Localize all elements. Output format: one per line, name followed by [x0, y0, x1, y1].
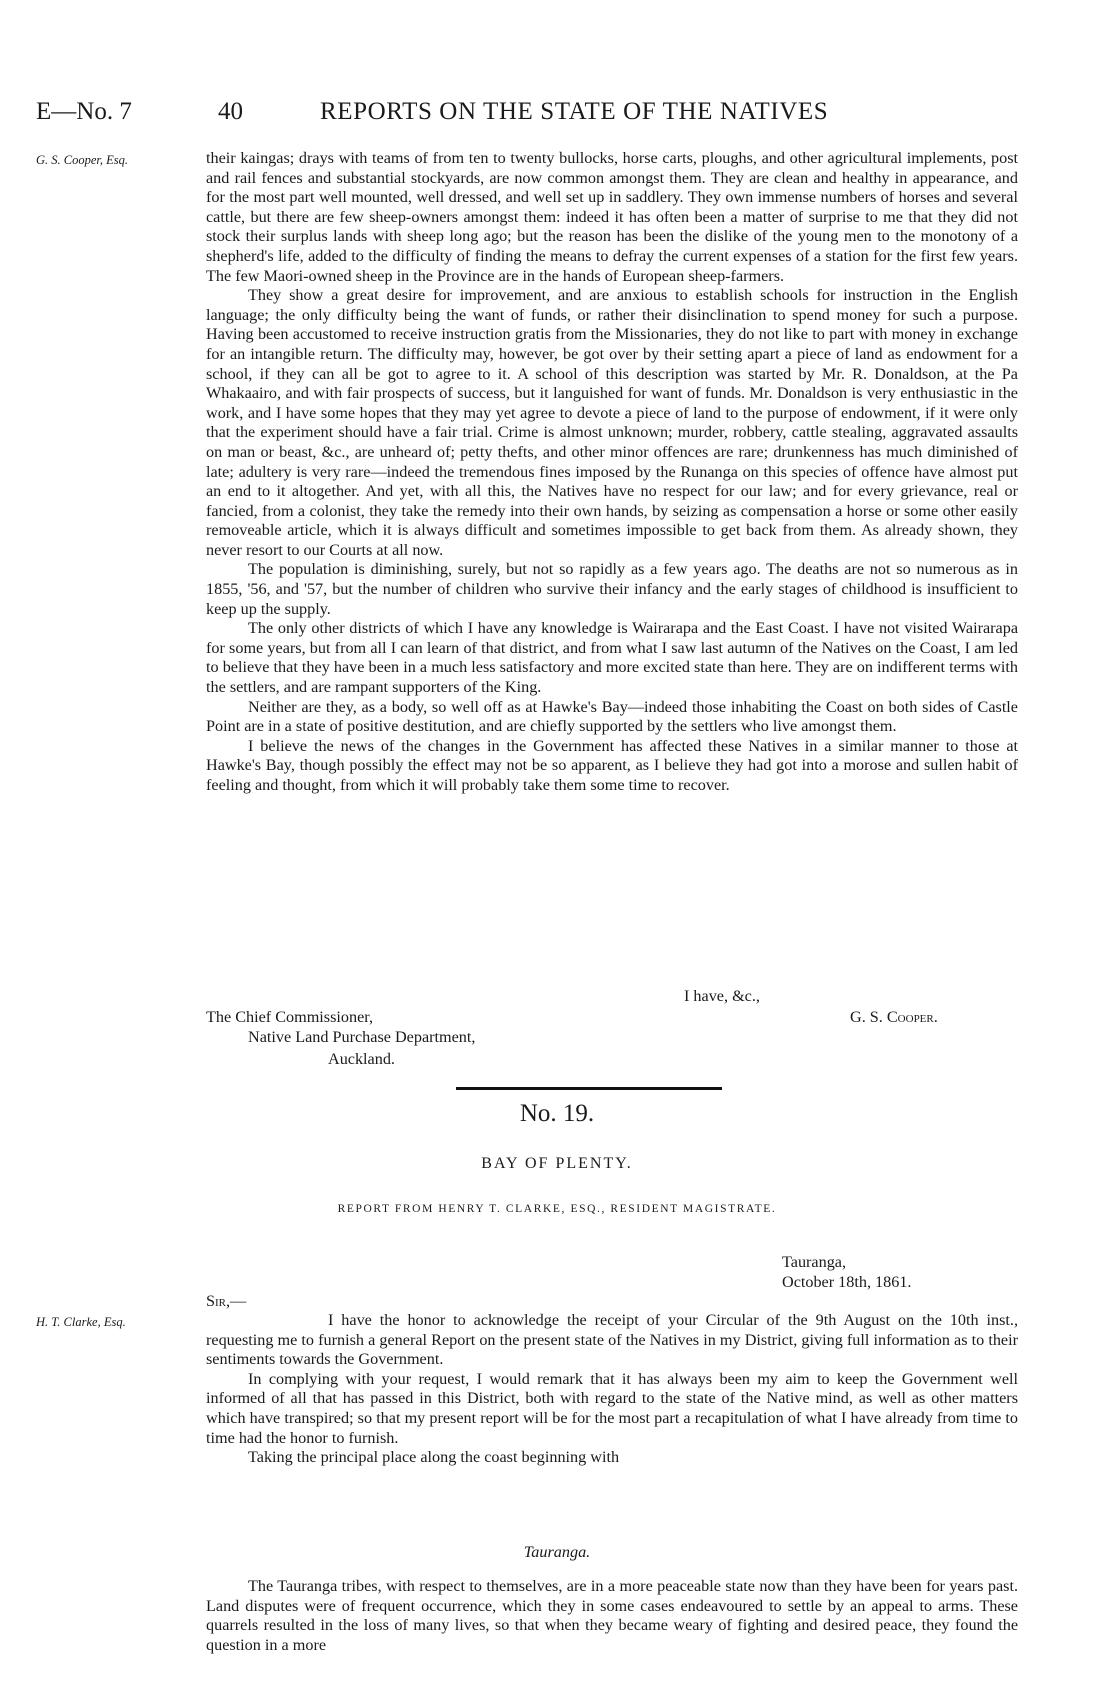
- paragraph: Taking the principal place along the coast beginning with: [248, 1448, 620, 1467]
- running-title: REPORTS ON THE STATE OF THE NATIVES: [320, 98, 829, 125]
- paragraph: Neither are they, as a body, so well off as at Hawke's Bay—indeed those inhabiting the Coast on both sides of Castle Point are in a state of positive destitution, and are chiefly supported by the settlers who live amongst them.: [206, 697, 1018, 736]
- signature: G. S. Cooper.: [850, 1008, 938, 1026]
- paragraph: I believe the news of the changes in the Government has affected these Natives in a similar manner to those at Hawke's Bay, though possibly the effect may not be so apparent, as I believe they had got into a morose and sullen habit of feeling and thought, from which it will probably take them some time to recover.: [206, 736, 1018, 794]
- section-title: BAY OF PLENTY.: [481, 1155, 633, 1172]
- place-line: Tauranga,: [782, 1253, 847, 1271]
- section-subtitle: REPORT FROM HENRY T. CLARKE, ESQ., RESIDENT MAGISTRATE.: [337, 1203, 777, 1215]
- paragraph: The population is diminishing, surely, but not so rapidly as a few years ago. The deaths are not so numerous as in 1855, '56, and '57, but the number of children who survive their infancy and the early stages of childhood is insufficient to keep up the supply.: [206, 560, 1018, 618]
- section-number: No. 19.: [519, 1100, 595, 1127]
- margin-note-clarke: H. T. Clarke, Esq.: [36, 1315, 126, 1329]
- margin-note-cooper: G. S. Cooper, Esq.: [36, 153, 129, 167]
- subsection-heading: Tauranga.: [523, 1543, 591, 1561]
- page-number: 40: [218, 98, 243, 125]
- salutation: Sir,—: [206, 1292, 247, 1310]
- addressee-line: Auckland.: [328, 1050, 395, 1068]
- addressee-line: The Chief Commissioner,: [206, 1008, 374, 1026]
- addressee-line: Native Land Purchase Department,: [248, 1028, 476, 1046]
- tauranga-body: [206, 1577, 1018, 1655]
- paragraph: The Tauranga tribes, with respect to themselves, are in a more peaceable state now than they have been for years past. Land disputes were of frequent occurrence, which they in some cases endeavoured to settle by an appeal to arms. These quarrels resulted in the loss of many lives, so that when they became weary of fighting and desired peace, they found the question in a more: [206, 1577, 1018, 1654]
- clarke-report-body: [206, 1311, 1018, 1468]
- document-number: E—No. 7: [36, 98, 132, 125]
- paragraph: I have the honor to acknowledge the receipt of your Circular of the 9th August on the 10th inst., requesting me to furnish a general Report on the present state of the Natives in my District, giving full information as to their sentiments towards the Government.: [206, 1311, 1018, 1369]
- paragraph: their kaingas; drays with teams of from ten to twenty bullocks, horse carts, ploughs, and other agricultural implements, post and rail fences and substantial stockyards, are now common amongst them. They are clean and healthy in appearance, and for the most part well mounted, well dressed, and well set up in saddlery. They own immense numbers of horses and several cattle, but there are few sheep-owners amongst them: indeed it has often been a matter of surprise to me that they did not stock their surplus lands with sheep long ago; but the reason has been the dislike of the young men to the monotony of a shepherd's life, added to the difficulty of finding the means to defray the current expenses of a station for the first few years. The few Maori-owned sheep in the Province are in the hands of European sheep-farmers.: [206, 149, 1018, 285]
- paragraph: In complying with your request, I would remark that it has always been my aim to keep the Government well informed of all that has passed in this District, both with regard to the state of the Native mind, as well as other matters which have transpired; so that my present report will be for the most part a recapitulation of what I have already from time to time had the honor to furnish.: [206, 1369, 1018, 1447]
- paragraph: They show a great desire for improvement, and are anxious to establish schools for instruction in the English language; the only difficulty being the want of funds, or rather their disinclination to spend money for such a purpose. Having been accustomed to receive instruction gratis from the Missionaries, they do not like to part with money in exchange for an intangible return. The difficulty may, however, be got over by their setting apart a piece of land as endowment for a school, if they can all be got to agree to it. A school of this description was started by Mr. R. Donaldson, at the Pa Whakaairo, and with fair prospects of success, but it languished for want of funds. Mr. Donaldson is very enthusiastic in the work, and I have some hopes that they may yet agree to devote a piece of land to the purpose of endowment, if it were only that the experiment should have a fair trial. Crime is almost unknown; murder, robbery, cattle stealing, aggravated assaults on man or beast, &c., are unheard of; petty thefts, and other minor offences are rare; drunkenness has much diminished of late; adultery is very rare—indeed the tremendous fines imposed by the Runanga on this species of offence have almost put an end to it altogether. And yet, with all this, the Natives have no respect for our law; and for every grievance, real or fancied, from a colonist, they take the remedy into their own hands, by seizing as compensation a horse or some other easily removeable article, which it is always difficult and sometimes impossible to get back from them. As already shown, they never resort to our Courts at all now.: [206, 286, 1018, 559]
- section-divider: [456, 1087, 722, 1090]
- date-line: October 18th, 1861.: [782, 1273, 912, 1291]
- closing-line: I have, &c.,: [684, 987, 760, 1005]
- cooper-report-body: [206, 149, 1018, 796]
- paragraph: The only other districts of which I have any knowledge is Wairarapa and the East Coast. I have not visited Wairarapa for some years, but from all I can learn of that district, and from what I saw last autumn of the Natives on the Coast, I am led to believe that they have been in a much less satisfactory and more excited state than here. They are on indifferent terms with the settlers, and are rampant supporters of the King.: [206, 619, 1018, 697]
